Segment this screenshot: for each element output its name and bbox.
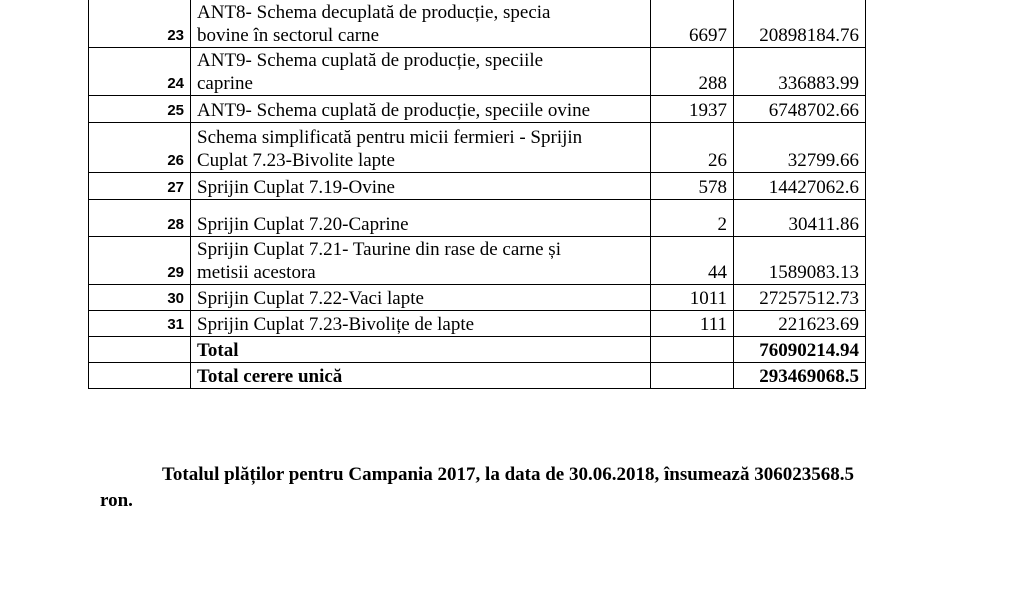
- row-beneficiaries: 6697: [651, 0, 734, 48]
- row-number: 26: [89, 123, 191, 173]
- row-beneficiaries: 111: [651, 311, 734, 337]
- description-line: Schema simplificată pentru micii fermieri - Sprijin: [197, 127, 583, 148]
- row-description: [191, 48, 651, 96]
- row-beneficiaries: 44: [651, 237, 734, 285]
- total-cerere-amount: 293469068.5: [734, 363, 866, 389]
- row-beneficiaries: 578: [651, 173, 734, 200]
- row-description: [191, 237, 651, 285]
- row-amount: 20898184.76: [734, 0, 866, 48]
- row-beneficiaries: 1937: [651, 96, 734, 123]
- table-row: [89, 173, 866, 200]
- total-cerere-label: Total cerere unică: [191, 363, 651, 389]
- row-amount: 336883.99: [734, 48, 866, 96]
- row-number: 25: [89, 96, 191, 123]
- table-row: [89, 123, 866, 173]
- row-beneficiaries: 2: [651, 200, 734, 237]
- row-beneficiaries: 1011: [651, 285, 734, 311]
- description-line: bovine în sectorul carne: [197, 25, 380, 46]
- row-beneficiaries: 26: [651, 123, 734, 173]
- table-row: [89, 285, 866, 311]
- total-label: Total: [191, 337, 651, 363]
- summary-paragraph: Totalul plăților pentru Campania 2017, la data de 30.06.2018, însumează 306023568.5 ron.: [100, 464, 854, 511]
- row-number: 28: [89, 200, 191, 237]
- row-amount: 221623.69: [734, 311, 866, 337]
- row-description: Sprijin Cuplat 7.23-Bivolițe de lapte: [191, 311, 651, 337]
- row-description: Sprijin Cuplat 7.22-Vaci lapte: [191, 285, 651, 311]
- row-number-empty: [89, 363, 191, 389]
- row-description: [191, 0, 651, 48]
- description-line: Cuplat 7.23-Bivolite lapte: [197, 150, 395, 171]
- description-line: metisii acestora: [197, 262, 316, 283]
- row-number-empty: [89, 337, 191, 363]
- row-amount: 30411.86: [734, 200, 866, 237]
- description-line: ANT9- Schema cuplată de producție, speciile: [197, 50, 544, 71]
- row-number: 27: [89, 173, 191, 200]
- description-line: caprine: [197, 73, 253, 94]
- row-description: [191, 123, 651, 173]
- row-description: Sprijin Cuplat 7.20-Caprine: [191, 200, 651, 237]
- row-number: 31: [89, 311, 191, 337]
- payments-table-body: [89, 0, 866, 389]
- row-description: Sprijin Cuplat 7.19-Ovine: [191, 173, 651, 200]
- row-amount: 6748702.66: [734, 96, 866, 123]
- table-row: [89, 48, 866, 96]
- row-description: ANT9- Schema cuplată de producție, speciile ovine: [191, 96, 651, 123]
- row-beneficiaries: 288: [651, 48, 734, 96]
- table-row: [89, 237, 866, 285]
- total-amount: 76090214.94: [734, 337, 866, 363]
- row-number: 29: [89, 237, 191, 285]
- table-row: [89, 311, 866, 337]
- total-cerere-beneficiaries-empty: [651, 363, 734, 389]
- row-amount: 27257512.73: [734, 285, 866, 311]
- row-amount: 1589083.13: [734, 237, 866, 285]
- row-number: 30: [89, 285, 191, 311]
- description-line: ANT8- Schema decuplată de producție, specia: [197, 2, 551, 23]
- row-number: 23: [89, 0, 191, 48]
- row-amount: 14427062.6: [734, 173, 866, 200]
- table-row: [89, 0, 866, 48]
- row-amount: 32799.66: [734, 123, 866, 173]
- table-row: [89, 200, 866, 237]
- table-row: [89, 96, 866, 123]
- total-cerere-row: [89, 363, 866, 389]
- row-number: 24: [89, 48, 191, 96]
- description-line: Sprijin Cuplat 7.21- Taurine din rase de carne și: [197, 239, 561, 260]
- total-beneficiaries-empty: [651, 337, 734, 363]
- total-row: [89, 337, 866, 363]
- payments-table: [88, 0, 866, 389]
